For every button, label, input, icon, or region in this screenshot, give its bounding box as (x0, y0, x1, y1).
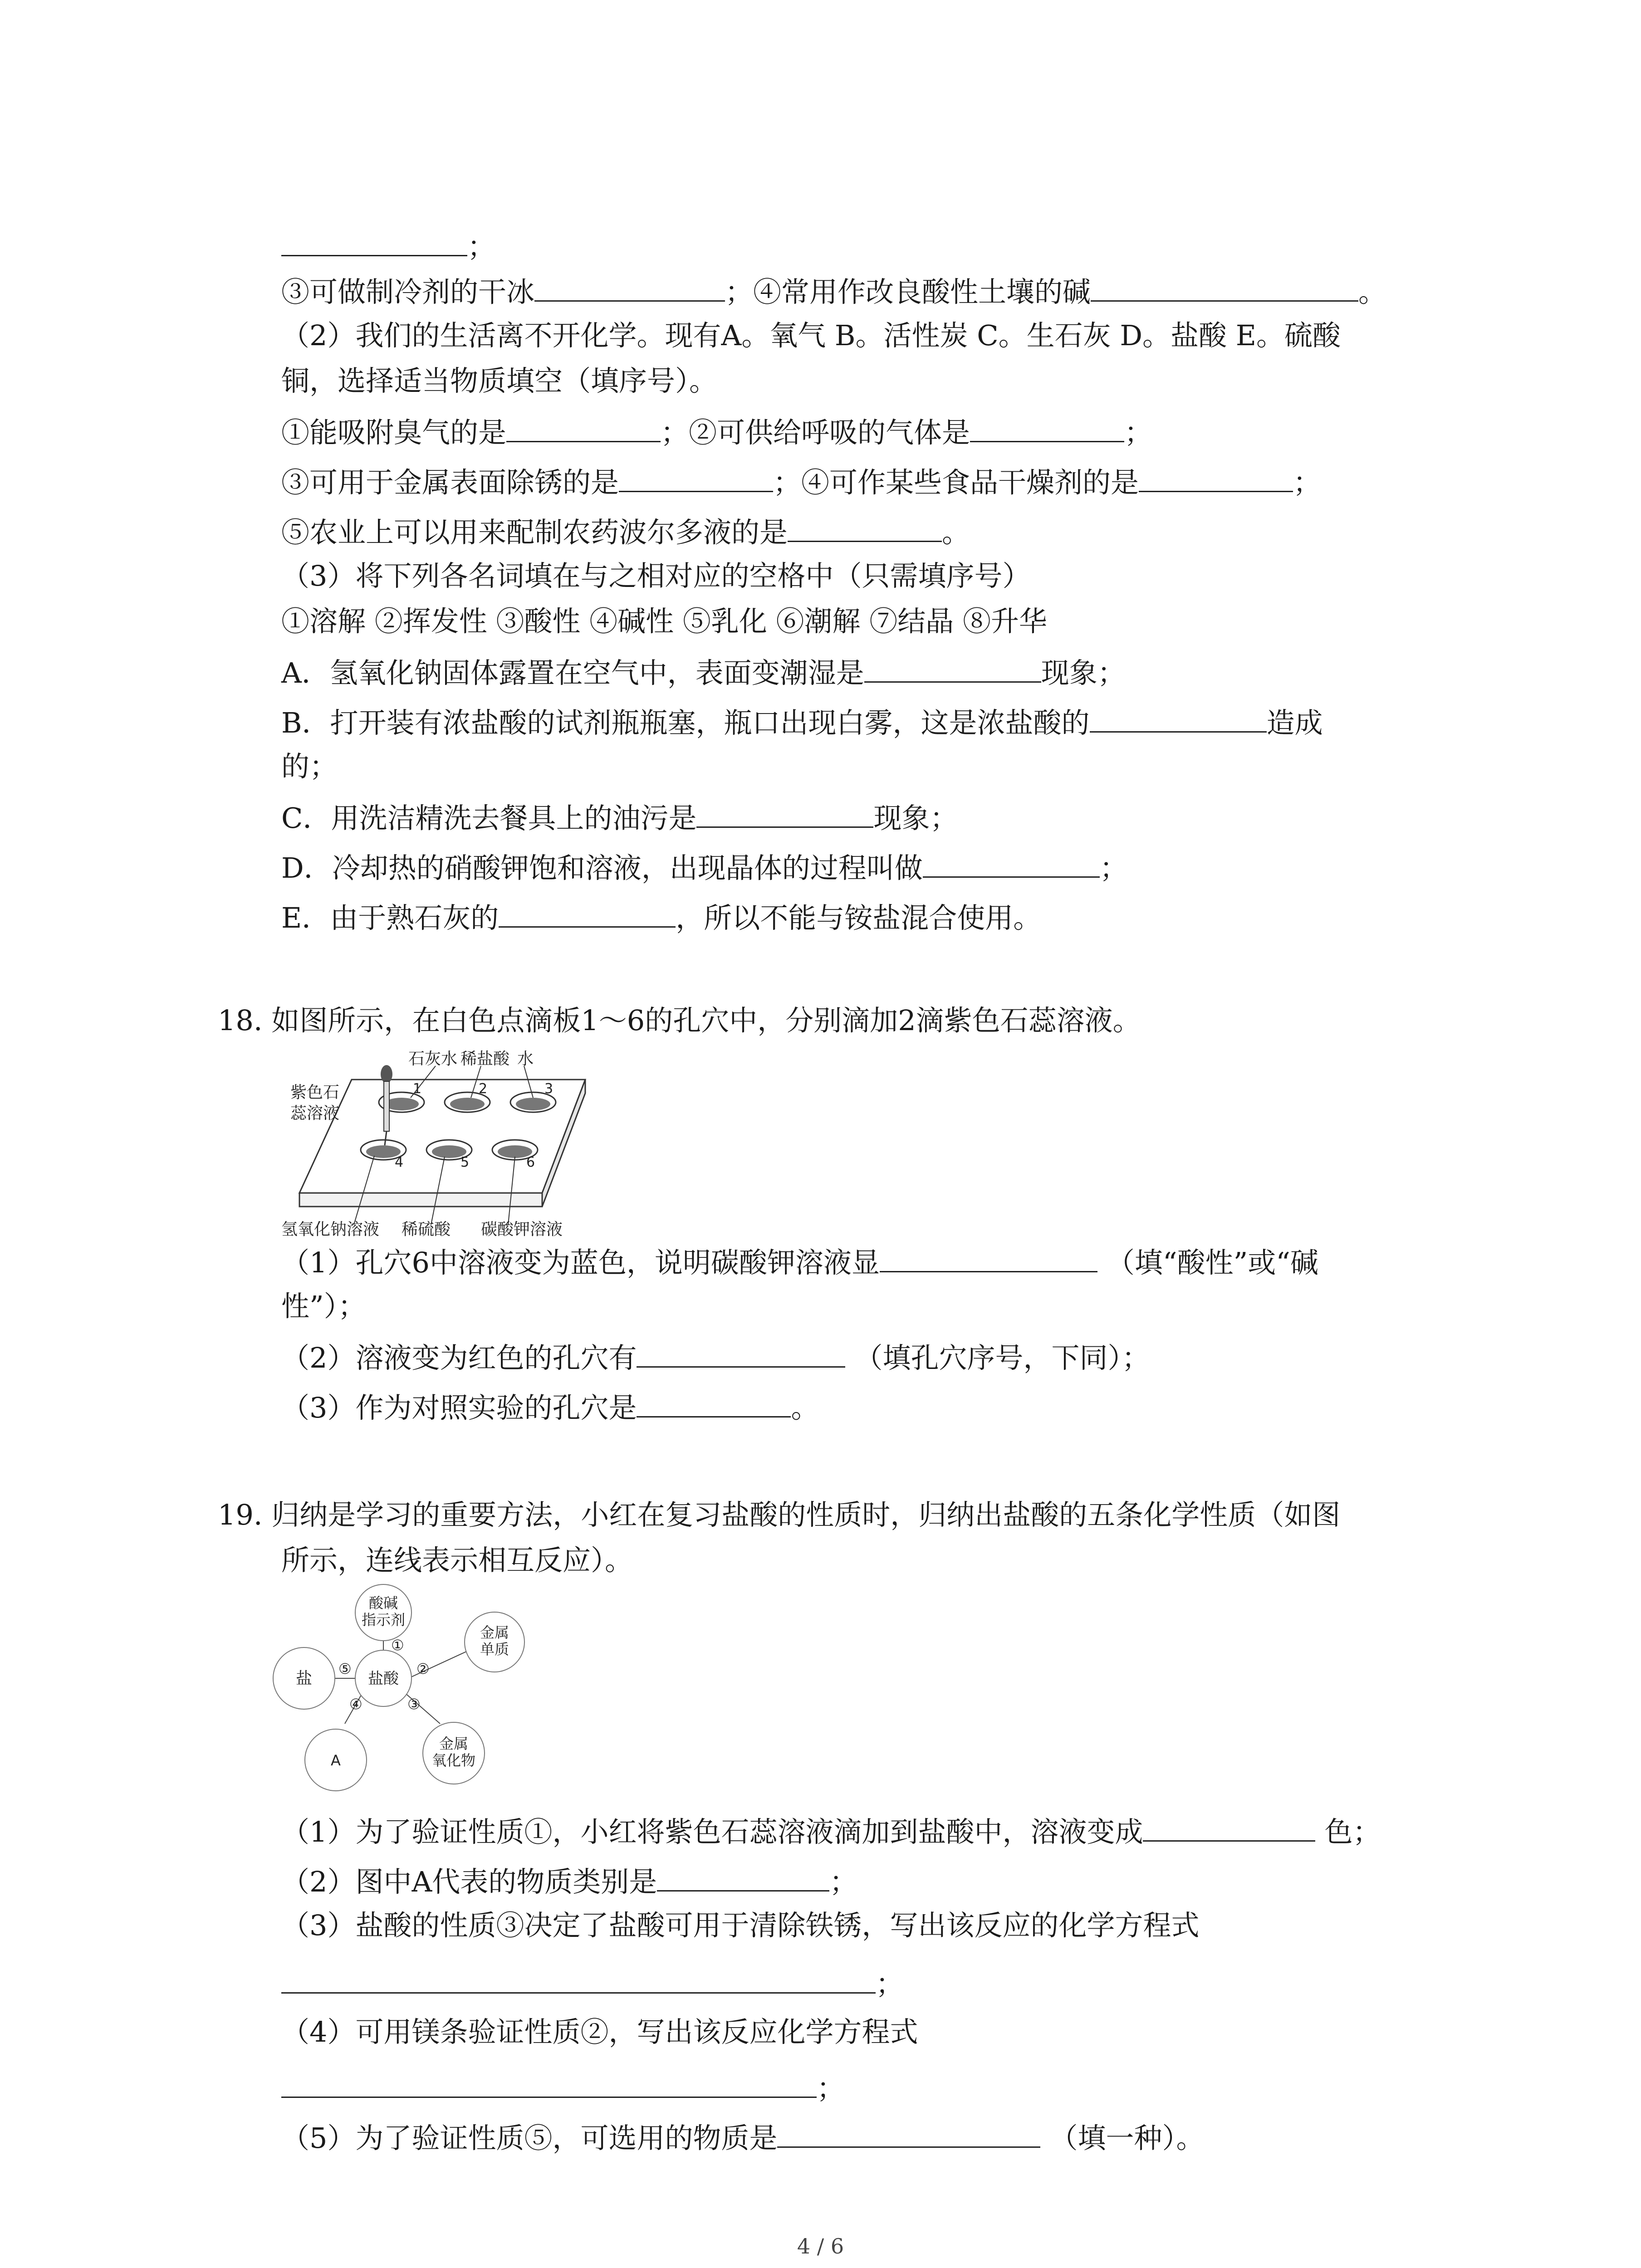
line-15: E．由于熟石灰的 ，所以不能与铵盐混合使用。 (281, 898, 1041, 936)
label-lime-water: 石灰水 (408, 1050, 458, 1068)
q19-part1: （1）为了验证性质①，小红将紫色石蕊溶液滴加到盐酸中，溶液变成 色； (281, 1812, 1381, 1850)
answer-blank[interactable] (534, 272, 725, 302)
answer-blank[interactable] (506, 413, 661, 442)
property-number: ③ (407, 1696, 421, 1713)
svg-text:氧化物: 氧化物 (431, 1752, 476, 1769)
answer-blank[interactable] (657, 1862, 829, 1892)
question-19-stem: 19. 归纳是学习的重要方法，小红在复习盐酸的性质时，归纳出盐酸的五条化学性质（如图 (218, 1498, 1341, 1531)
answer-blank[interactable] (1091, 272, 1358, 302)
answer-blank[interactable] (281, 1964, 876, 1994)
question-19-stem-cont: 所示，连线表示相互反应）。 (281, 1544, 633, 1577)
page-number: 4 / 6 (797, 2234, 844, 2258)
q18-part2: （2）溶液变为红色的孔穴有 （填孔穴序号，下同）； (281, 1338, 1150, 1376)
label-k2co3: 碳酸钾溶液 (481, 1220, 563, 1238)
line-8: （3）将下列各名词填在与之相对应的空格中（只需填序号） (281, 559, 1031, 592)
label-litmus-1: 紫色石 (290, 1083, 340, 1102)
line-1: ； (281, 227, 495, 265)
svg-text:金属: 金属 (480, 1624, 509, 1641)
answer-blank[interactable] (281, 227, 467, 256)
answer-blank[interactable] (619, 463, 773, 492)
svg-text:指示剂: 指示剂 (361, 1611, 406, 1628)
line-12: 的； (281, 750, 338, 783)
line-13: C．用洗洁精洗去餐具上的油污是 现象； (281, 798, 958, 836)
answer-blank[interactable] (864, 653, 1041, 683)
spot-plate-figure (281, 1048, 599, 1238)
q18-part1-cont: 性”）； (281, 1290, 366, 1323)
property-number: ① (391, 1637, 404, 1654)
q19-part4-answer: ； (281, 2068, 845, 2107)
well-number: 3 (544, 1081, 554, 1097)
well-number: 6 (526, 1154, 535, 1170)
well-number: 5 (460, 1154, 470, 1170)
q18-part1: （1）孔穴6中溶液变为蓝色，说明碳酸钾溶液显 （填“酸性”或“碱 (281, 1243, 1318, 1281)
answer-blank[interactable] (637, 1338, 845, 1368)
svg-text:A: A (331, 1752, 341, 1769)
line-2: ③可做制冷剂的干冰 ；④常用作改良酸性土壤的碱 。 (281, 272, 1386, 310)
answer-blank[interactable] (1139, 463, 1293, 492)
line-14: D．冷却热的硝酸钾饱和溶液，出现晶体的过程叫做 ； (281, 848, 1128, 886)
line-10: A．氢氧化钠固体露置在空气中，表面变潮湿是 现象； (281, 653, 1126, 691)
q19-part5: （5）为了验证性质⑤，可选用的物质是 （填一种）。 (281, 2118, 1204, 2156)
well-number: 1 (413, 1081, 422, 1097)
hcl-properties-diagram (272, 1583, 554, 1801)
question-18-stem: 18. 如图所示，在白色点滴板1～6的孔穴中，分别滴加2滴紫色石蕊溶液。 (218, 1004, 1141, 1037)
line-3: （2）我们的生活离不开化学。现有A。氧气 B。活性炭 C。生石灰 D。盐酸 E。硫酸 (281, 319, 1341, 352)
line-4: 铜，选择适当物质填空（填序号）。 (281, 364, 718, 397)
label-water: 水 (517, 1050, 534, 1068)
line-11: B．打开装有浓盐酸的试剂瓶瓶塞，瓶口出现白雾，这是浓盐酸的 造成 (281, 703, 1323, 741)
line-7: ⑤农业上可以用来配制农药波尔多液的是 。 (281, 513, 970, 551)
answer-blank[interactable] (1143, 1812, 1315, 1842)
well-number: 4 (395, 1154, 404, 1170)
answer-blank[interactable] (777, 2118, 1040, 2148)
answer-blank[interactable] (499, 898, 676, 928)
property-number: ② (416, 1660, 430, 1677)
line-5: ①能吸附臭气的是 ；②可供给呼吸的气体是 ； (281, 413, 1152, 451)
q19-part3-answer: ； (281, 1964, 904, 2002)
answer-blank[interactable] (788, 513, 942, 542)
property-number: ⑤ (338, 1660, 352, 1677)
line-6: ③可用于金属表面除锈的是 ；④可作某些食品干燥剂的是 ； (281, 463, 1321, 501)
label-litmus-2: 蕊溶液 (290, 1104, 340, 1123)
answer-blank[interactable] (880, 1243, 1097, 1272)
svg-text:酸碱: 酸碱 (368, 1594, 398, 1612)
answer-blank[interactable] (923, 848, 1100, 878)
svg-text:单质: 单质 (480, 1641, 509, 1658)
label-naoh: 氢氧化钠溶液 (281, 1220, 380, 1238)
q19-part3: （3）盐酸的性质③决定了盐酸可用于清除铁锈，写出该反应的化学方程式 (281, 1909, 1200, 1942)
q18-part3: （3）作为对照实验的孔穴是 。 (281, 1388, 819, 1426)
answer-blank[interactable] (970, 413, 1124, 442)
label-h2so4: 稀硫酸 (402, 1220, 451, 1238)
svg-text:金属: 金属 (439, 1735, 469, 1752)
line-9: ①溶解 ②挥发性 ③酸性 ④碱性 ⑤乳化 ⑥潮解 ⑦结晶 ⑧升华 (281, 605, 1047, 638)
q19-part4: （4）可用镁条验证性质②，写出该反应化学方程式 (281, 2015, 918, 2048)
answer-blank[interactable] (1090, 703, 1267, 733)
property-number: ④ (349, 1696, 362, 1713)
label-dilute-hcl: 稀盐酸 (460, 1050, 510, 1068)
well-number: 2 (479, 1081, 488, 1097)
svg-text:盐: 盐 (295, 1669, 313, 1688)
answer-blank[interactable] (281, 2068, 817, 2098)
svg-text:盐酸: 盐酸 (368, 1670, 399, 1688)
answer-blank[interactable] (696, 798, 873, 828)
q19-part2: （2）图中A代表的物质类别是 ； (281, 1862, 857, 1900)
answer-blank[interactable] (637, 1388, 791, 1418)
